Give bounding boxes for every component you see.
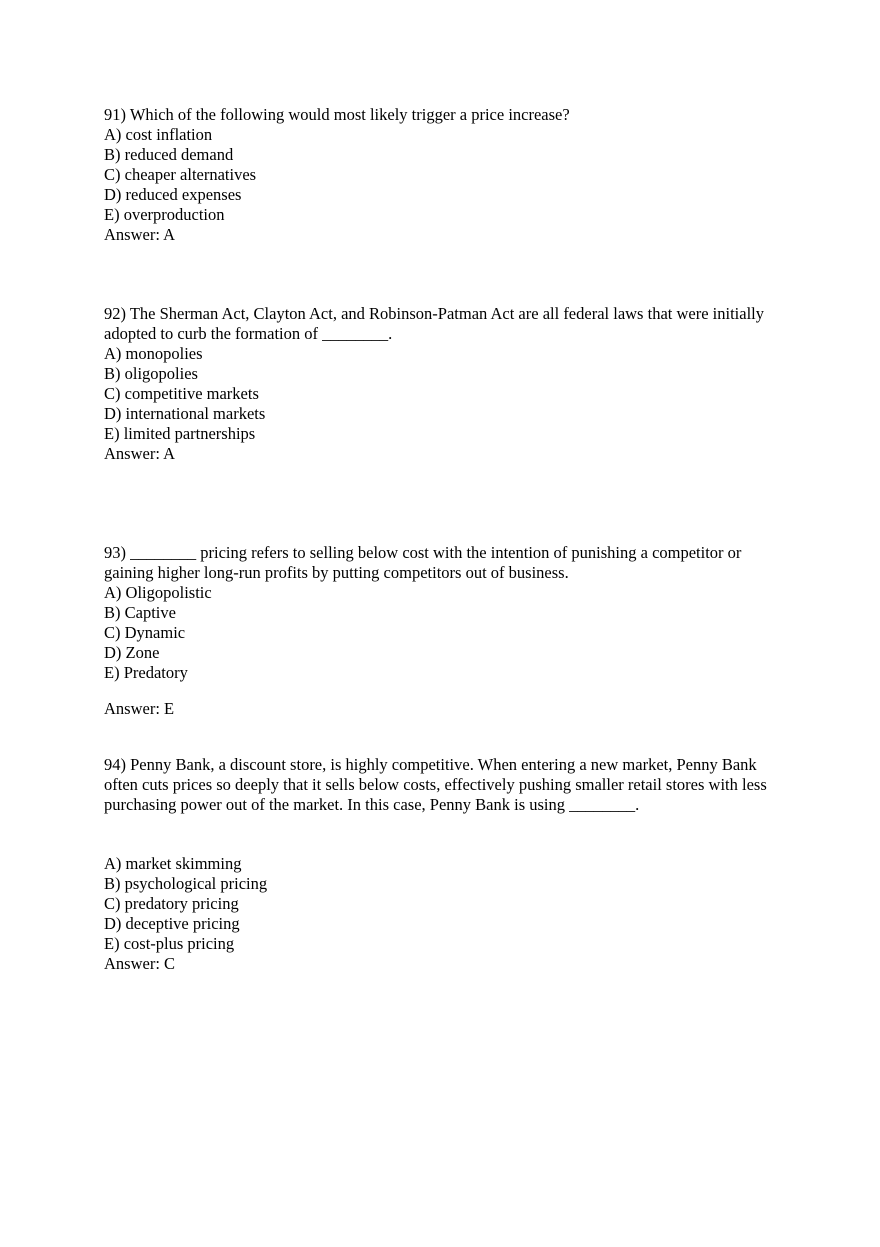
- option-a: A) cost inflation: [104, 125, 213, 144]
- option-b: B) Captive: [104, 603, 176, 622]
- answer-options: [104, 125, 784, 225]
- answer-options: [104, 854, 784, 954]
- answer-options: [104, 583, 784, 683]
- question-stem: 91) Which of the following would most likely trigger a price increase?: [104, 105, 570, 124]
- option-d: D) reduced expenses: [104, 185, 242, 204]
- option-b: B) psychological pricing: [104, 874, 268, 893]
- question-93: [104, 543, 784, 719]
- question-stem: 93) ________ pricing refers to selling below cost with the intention of punishing a competitor or gaining higher long-run profits by putting competitors out of business.: [104, 543, 742, 582]
- answer-options: [104, 344, 784, 444]
- question-94: [104, 755, 784, 974]
- option-a: A) monopolies: [104, 344, 203, 363]
- answer-key: Answer: E: [104, 699, 175, 718]
- option-d: D) deceptive pricing: [104, 914, 240, 933]
- option-a: A) Oligopolistic: [104, 583, 212, 602]
- option-d: D) international markets: [104, 404, 266, 423]
- question-92: [104, 304, 784, 464]
- question-stem: 94) Penny Bank, a discount store, is highly competitive. When entering a new market, Penny Bank often cuts prices so deeply that it sells below costs, effectively pushing smaller retail stores with less purchasing power out of the market. In this case, Penny Bank is using ________.: [104, 755, 767, 814]
- question-stem: 92) The Sherman Act, Clayton Act, and Robinson-Patman Act are all federal laws that were initially adopted to curb the formation of ________.: [104, 304, 764, 343]
- option-c: C) cheaper alternatives: [104, 165, 257, 184]
- option-e: E) overproduction: [104, 205, 225, 224]
- option-a: A) market skimming: [104, 854, 242, 873]
- answer-key: Answer: A: [104, 444, 176, 463]
- option-e: E) limited partnerships: [104, 424, 256, 443]
- option-d: D) Zone: [104, 643, 160, 662]
- option-c: C) predatory pricing: [104, 894, 239, 913]
- option-b: B) reduced demand: [104, 145, 234, 164]
- option-b: B) oligopolies: [104, 364, 198, 383]
- option-c: C) competitive markets: [104, 384, 259, 403]
- answer-key: Answer: C: [104, 954, 176, 973]
- option-c: C) Dynamic: [104, 623, 186, 642]
- option-e: E) cost-plus pricing: [104, 934, 235, 953]
- question-91: [104, 105, 784, 245]
- option-e: E) Predatory: [104, 663, 188, 682]
- answer-key: Answer: A: [104, 225, 176, 244]
